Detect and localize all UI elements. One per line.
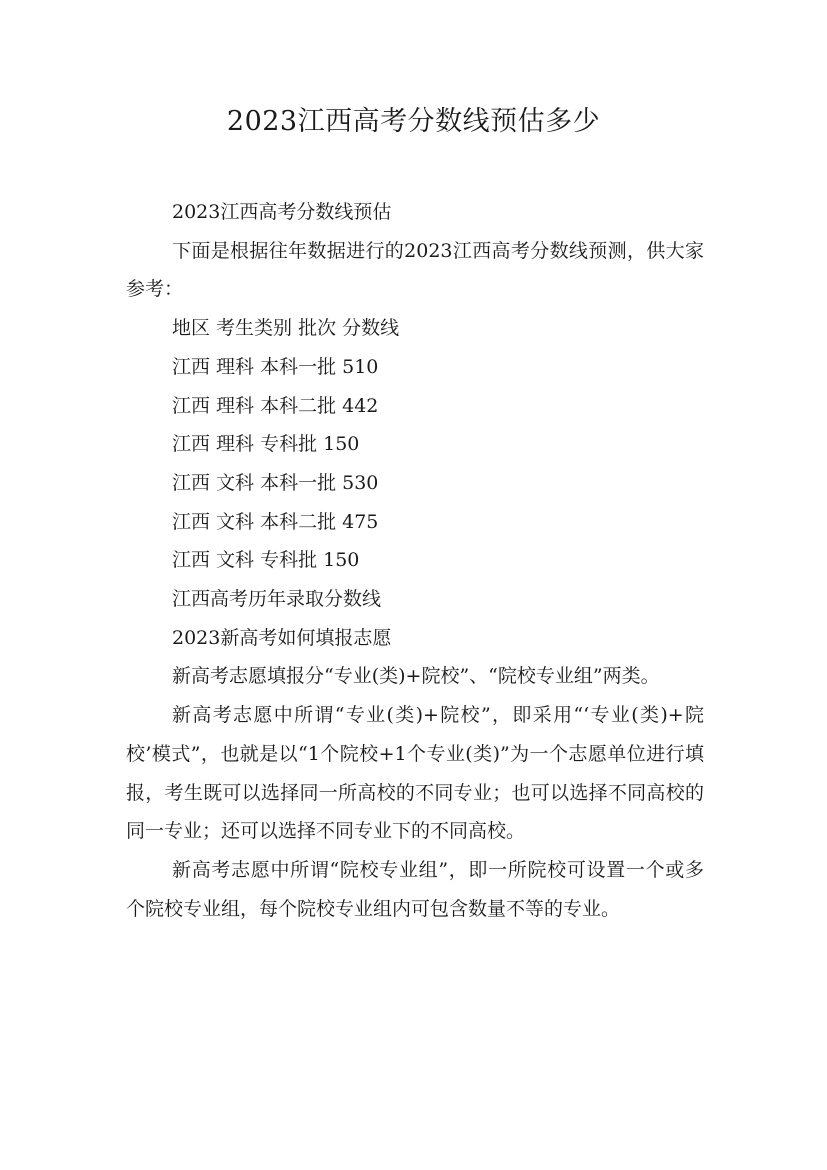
paragraph-major-plus-school: 新高考志愿中所谓“专业(类)+院校”，即采用“‘专业(类)+院校’模式”，也就是以“1个院校+1个专业(类)”为一个志愿单位进行填报，考生既可以选择同一所高校的不同专业；也可以选择不同高校的同一专业；还可以选择不同专业下的不同高校。 xyxy=(126,704,704,843)
paragraph-subtitle: 2023江西高考分数线预估 xyxy=(172,201,392,223)
document-body xyxy=(126,193,704,928)
paragraph-school-major-group: 新高考志愿中所谓“院校专业组”，即一所院校可设置一个或多个院校专业组，每个院校专业组内可包含数量不等的专业。 xyxy=(126,858,704,920)
score-row: 江西 文科 本科二批 475 xyxy=(172,510,379,533)
score-row: 江西 理科 本科二批 442 xyxy=(172,394,379,417)
paragraph-two-types: 新高考志愿填报分“专业(类)+院校”、“院校专业组”两类。 xyxy=(172,665,660,688)
score-row: 江西 文科 本科一批 530 xyxy=(172,471,379,494)
section-heading-how-to-apply: 2023新高考如何填报志愿 xyxy=(172,626,392,649)
score-row: 江西 理科 专科批 150 xyxy=(172,433,360,456)
document-title: 2023江西高考分数线预估多少 xyxy=(226,106,601,137)
section-heading-history: 江西高考历年录取分数线 xyxy=(172,588,382,611)
score-row: 江西 理科 本科一批 510 xyxy=(172,355,379,378)
paragraph-intro: 下面是根据往年数据进行的2023江西高考分数线预测，供大家参考： xyxy=(126,239,704,301)
score-row: 江西 文科 专科批 150 xyxy=(172,549,360,572)
score-table-header: 地区 考生类别 批次 分数线 xyxy=(172,317,400,340)
